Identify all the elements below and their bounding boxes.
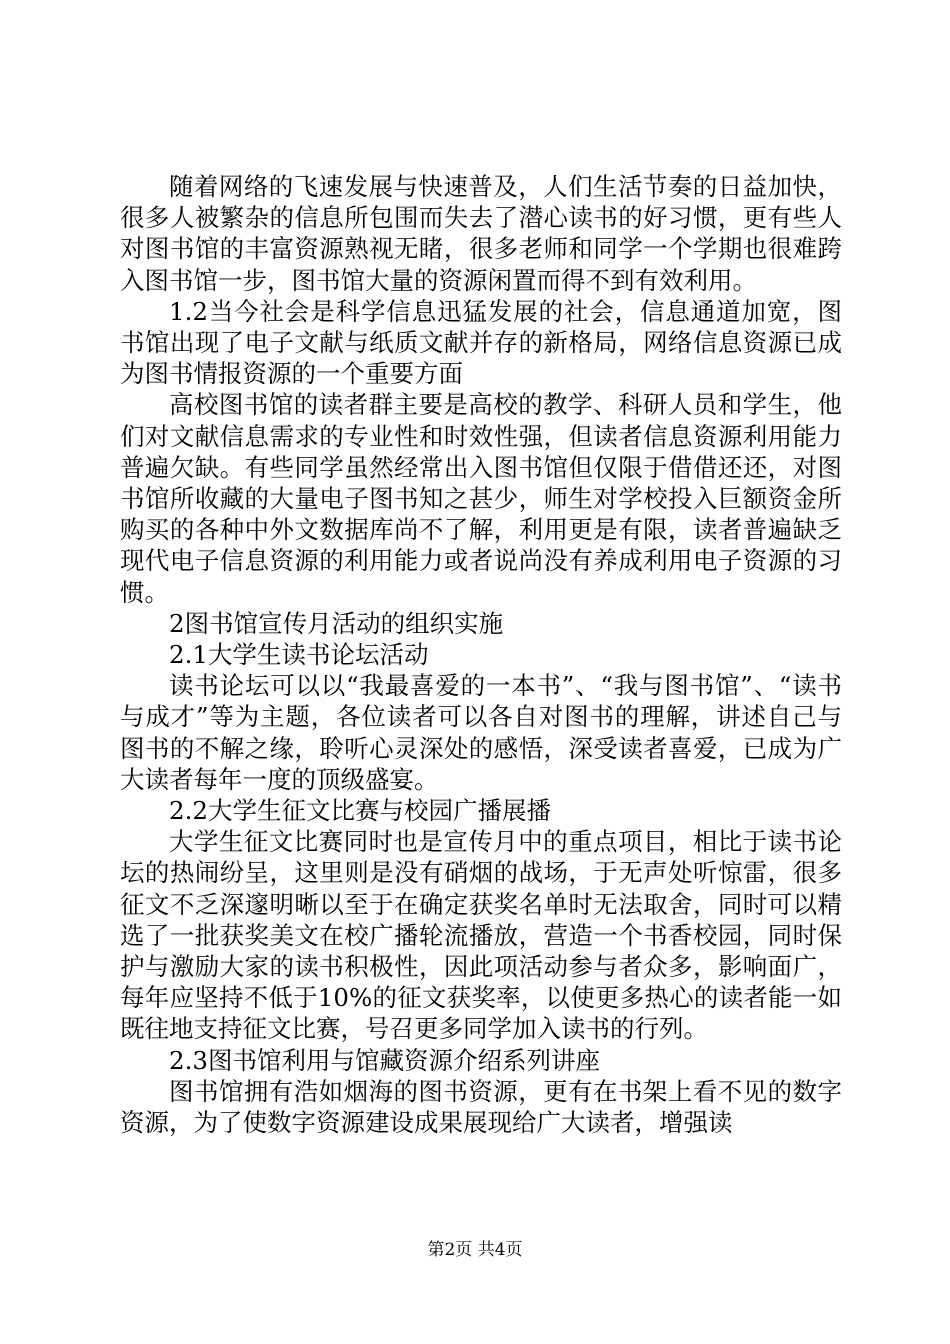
page-footer: 第2页 共4页 — [427, 1240, 523, 1260]
paragraph-essay-contest: 大学生征文比赛同时也是宣传月中的重点项目，相比于读书论坛的热闹纷呈，这里则是没有硝烟的战场，于无声处听惊雷，很多征文不乏深邃明晰以至于在确定获奖名单时无法取舍，同时可以精选了一批获奖美文在校广播轮流播放，营造一个书香校园，同时保护与激励大家的读书积极性，因此项活动参与者众多，影响面广，每年应坚持不低于10%的征文获奖率，以使更多热心的读者能一如既往地支持征文比赛，号召更多同学加入读书的行列。 — [120, 827, 842, 1044]
paragraph-readers: 高校图书馆的读者群主要是高校的教学、科研人员和学生，他们对文献信息需求的专业性和时效性强，但读者信息资源利用能力普遍欠缺。有些同学虽然经常出入图书馆但仅限于借借还还，对图书馆所收藏的大量电子图书知之甚少，师生对学校投入巨额资金所购买的各种中外文数据库尚不了解，利用更是有限，读者普遍缺乏现代电子信息资源的利用能力或者说尚没有养成利用电子资源的习惯。 — [120, 390, 842, 607]
heading-2-1: 2.1大学生读书论坛活动 — [169, 640, 429, 670]
paragraph-1-2: 1.2当今社会是科学信息迅猛发展的社会，信息通道加宽，图书馆出现了电子文献与纸质文献并存的新格局，网络信息资源已成为图书情报资源的一个重要方面 — [120, 296, 842, 389]
heading-section-2: 2图书馆宣传月活动的组织实施 — [169, 608, 504, 638]
paragraph-forum: 读书论坛可以以“我最喜爱的一本书”、“我与图书馆”、“读书与成才”等为主题，各位读者可以各自对图书的理解，讲述自己与图书的不解之缘，聆听心灵深处的感悟，深受读者喜爱，已成为广大读者每年一度的顶级盛宴。 — [120, 671, 842, 794]
paragraph-intro: 随着网络的飞速发展与快速普及，人们生活节奏的日益加快，很多人被繁杂的信息所包围而失去了潜心读书的好习惯，更有些人对图书馆的丰富资源熟视无睹，很多老师和同学一个学期也很难跨入图书馆一步，图书馆大量的资源闲置而得不到有效利用。 — [120, 172, 842, 295]
heading-2-3: 2.3图书馆利用与馆藏资源介绍系列讲座 — [169, 1045, 600, 1075]
paragraph-lectures: 图书馆拥有浩如烟海的图书资源，更有在书架上看不见的数字资源，为了使数字资源建设成果展现给广大读者，增强读 — [120, 1076, 842, 1138]
heading-2-2: 2.2大学生征文比赛与校园广播展播 — [169, 796, 551, 826]
body-text — [120, 171, 842, 1138]
